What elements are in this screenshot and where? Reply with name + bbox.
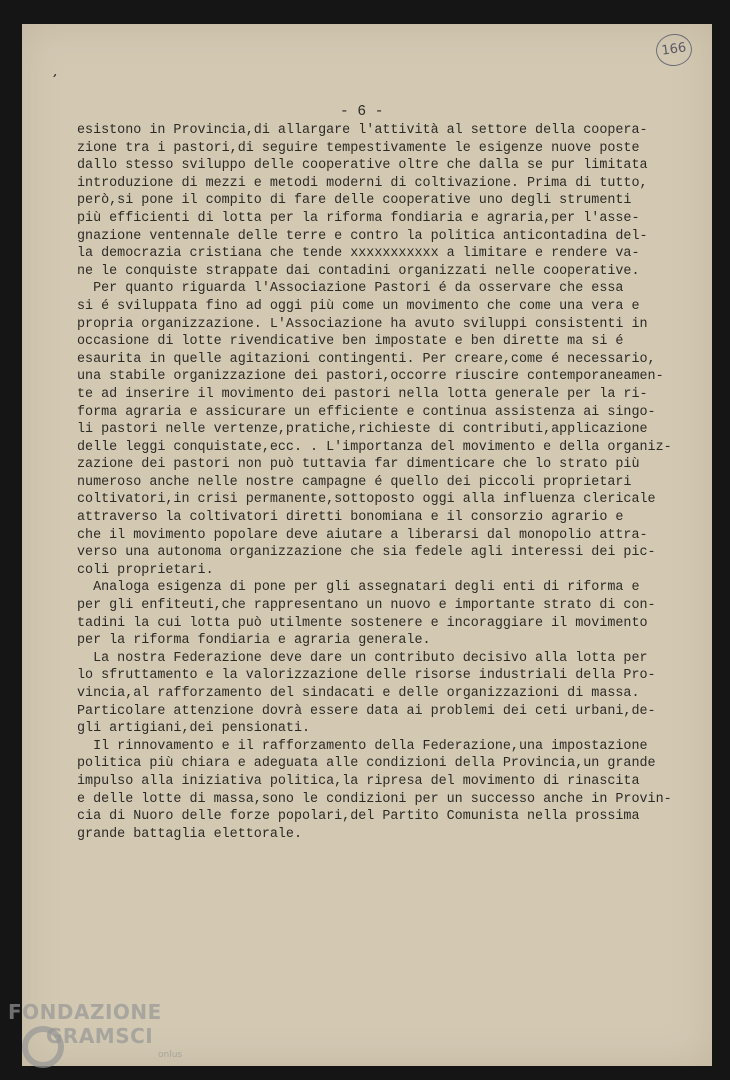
text-line: Per quanto riguarda l'Associazione Pastori é da osservare che essa — [77, 281, 624, 297]
text-line: forma agraria e assicurare un efficiente e continua assistenza ai singo- — [77, 404, 656, 420]
pen-mark: , — [51, 63, 62, 81]
text-line: e delle lotte di massa,sono le condizioni per un successo anche in Provin- — [77, 791, 672, 807]
text-line: zione tra i pastori,di seguire tempestivamente le esigenze nuove poste — [77, 140, 640, 156]
text-line: la democrazia cristiana che tende xxxxxxxxxxx a limitare e rendere va- — [77, 246, 640, 262]
text-line: occasione di lotte rivendicative ben impostate e ben dirette ma si é — [77, 334, 624, 350]
text-line: cia di Nuoro delle forze popolari,del Partito Comunista nella prossima — [77, 809, 640, 825]
text-line: coli proprietari. — [77, 562, 214, 578]
archive-stamp-number: 166 — [654, 32, 694, 69]
text-line: propria organizzazione. L'Associazione ha avuto sviluppi consistenti in — [77, 316, 648, 332]
watermark-suffix: onlus — [158, 1050, 183, 1060]
text-line: per gli enfiteuti,che rappresentano un nuovo e importante strato di con- — [77, 598, 656, 614]
text-line: impulso alla iniziativa politica,la ripresa del movimento di rinascita — [77, 773, 640, 789]
text-line: politica più chiara e adeguata alle condizioni della Provincia,un grande — [77, 756, 656, 772]
text-line: grande battaglia elettorale. — [77, 826, 302, 842]
text-line: Particolare attenzione dovrà essere data ai problemi dei ceti urbani,de- — [77, 703, 656, 719]
text-line: si é sviluppata fino ad oggi più come un movimento che come una vera e — [77, 298, 640, 314]
text-line: gnazione ventennale delle terre e contro la politica anticontadina del- — [77, 228, 648, 244]
text-line: vincia,al rafforzamento del sindacati e delle organizzazioni di massa. — [77, 686, 640, 701]
text-line: dallo stesso sviluppo delle cooperative oltre che dalla se pur limitata — [77, 158, 648, 174]
text-line: una stabile organizzazione dei pastori,occorre riuscire contemporaneamen- — [77, 369, 664, 385]
text-line: introduzione di mezzi e metodi moderni di coltivazione. Prima di tutto, — [77, 175, 648, 191]
page-number: - 6 - — [340, 104, 384, 120]
fondazione-gramsci-watermark — [8, 1000, 208, 1076]
text-line: ne le conquiste strappate dai contadini organizzati nelle cooperative. — [77, 263, 640, 279]
text-line: però,si pone il compito di fare delle cooperative uno degli strumenti — [77, 193, 632, 209]
text-line: esaurita in quelle agitazioni contingenti. Per creare,come é necessario, — [77, 351, 656, 367]
text-line: tadini la cui lotta può utilmente sostenere e incoraggiare il movimento — [77, 615, 648, 631]
text-line: esistono in Provincia,di allargare l'attività al settore della coopera- — [77, 123, 648, 138]
text-line: Il rinnovamento e il rafforzamento della Federazione,una impostazione — [77, 738, 648, 754]
text-line: per la riforma fondiaria e agraria generale. — [77, 633, 431, 649]
text-line: più efficienti di lotta per la riforma fondiaria e agraria,per l'asse- — [77, 210, 640, 226]
text-line: te ad inserire il movimento dei pastori nella lotta generale per la ri- — [77, 386, 648, 402]
text-line: delle leggi conquistate,ecc. . L'importanza del movimento e della organiz- — [77, 439, 672, 455]
text-line: La nostra Federazione deve dare un contributo decisivo alla lotta per — [77, 650, 648, 666]
text-line: lo sfruttamento e la valorizzazione delle risorse industriali della Pro- — [77, 668, 656, 684]
text-line: attraverso la coltivatori diretti bonomiana e il consorzio agrario e — [77, 510, 624, 526]
watermark-line-1: FONDAZIONE — [8, 1000, 162, 1024]
text-line: verso una autonoma organizzazione che sia fedele agli interessi dei pic- — [77, 545, 656, 561]
text-line: coltivatori,in crisi permanente,sottoposto oggi alla influenza clericale — [77, 492, 656, 508]
text-line: Analoga esigenza di pone per gli assegnatari degli enti di riforma e — [77, 580, 640, 596]
text-line: li pastori nelle vertenze,pratiche,richieste di contributi,applicazione — [77, 422, 648, 438]
text-line: numeroso anche nelle nostre campagne é quello dei piccoli proprietari — [77, 474, 632, 490]
text-line: gli artigiani,dei pensionati. — [77, 721, 311, 737]
watermark-line-2: GRAMSCI — [46, 1024, 154, 1048]
text-line: che il movimento popolare deve aiutare a liberarsi dal monopolio attra- — [77, 527, 648, 543]
text-line: zazione dei pastori non può tuttavia far dimenticare che lo strato più — [77, 457, 640, 473]
typed-body-text — [77, 122, 687, 843]
